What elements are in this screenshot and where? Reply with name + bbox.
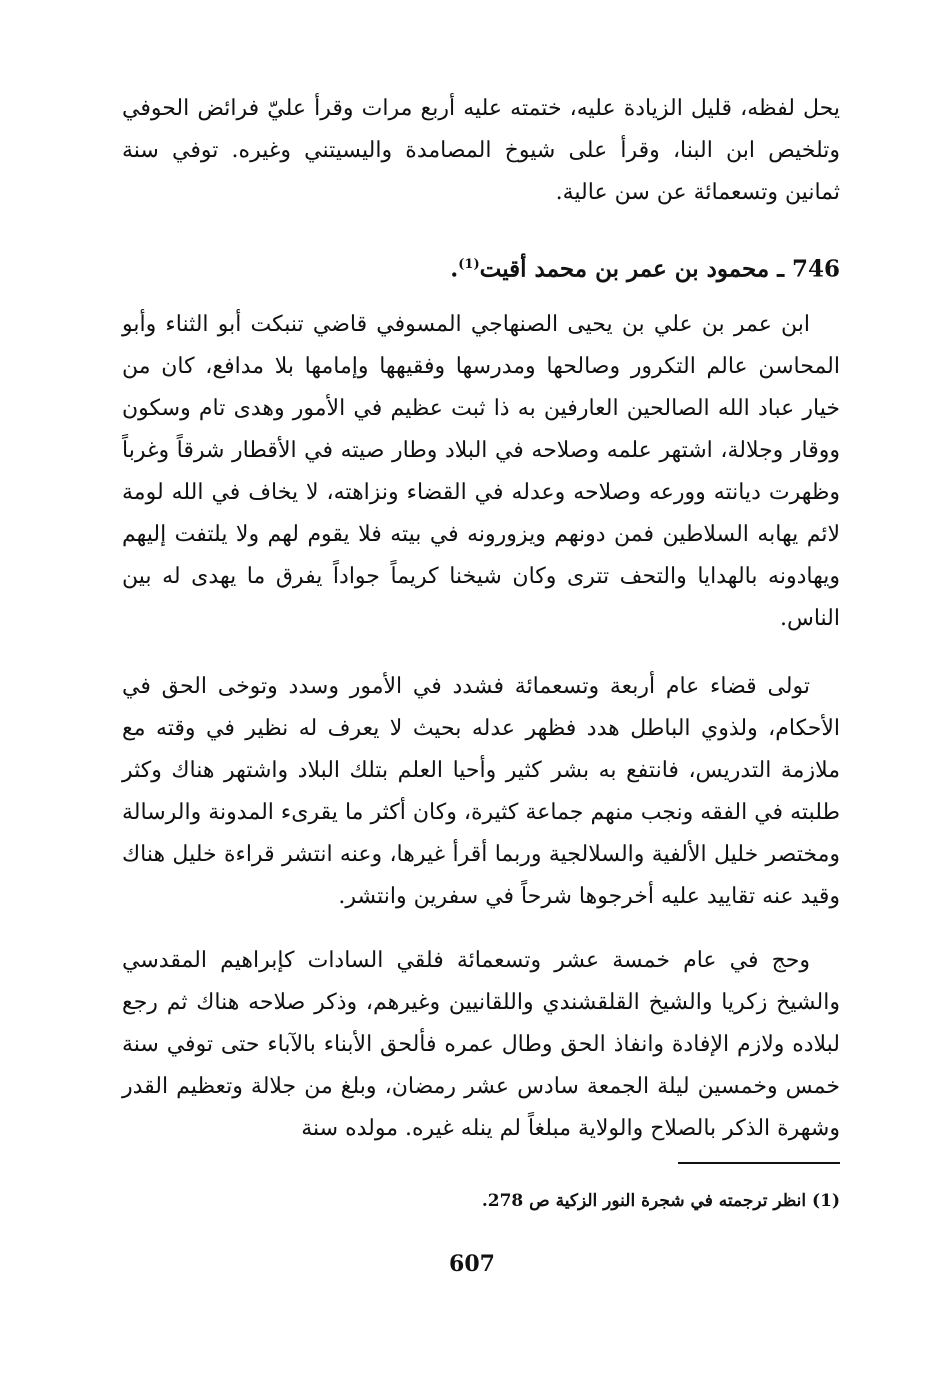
entry-heading-text: 746 ـ محمود بن عمر بن محمد أقيت (479, 255, 840, 283)
paragraph-biography: ابن عمر بن علي بن يحيى الصنهاجي المسوفي قاضي تنبكت أبو الثناء وأبو المحاسن عالم التكرور وصالحها ومدرسها وفقيهها وإمامها بلا مدافع، كان من خيار عباد الله الصالحين العارفين به ذا ثبت عظيم في الأمور وهدى تام وسكون ووقار وجلالة، اشتهر علمه وصلاحه في البلاد وطار صيته في الأقطار شرقاً وغرباً وظهرت ديانته وورعه وصلاحه وعدله في القضاء ونزاهته، لا يخاف في الله لومة لائم يهابه السلاطين فمن دونهم ويزورونه في بيته فلا يقوم لهم ولا يلتفت إليهم ويهادونه بالهدايا والتحف تترى وكان شيخنا كريماً جواداً يفرق ما يهدى له بين الناس. (122, 312, 840, 631)
paragraph-pilgrimage: وحج في عام خمسة عشر وتسعمائة فلقي السادات كإبراهيم المقدسي والشيخ زكريا والشيخ القلقشندي واللقانيين وغيرهم، وذكر صلاحه هناك ثم رجع لبلاده ولازم الإفادة وانفاذ الحق وطال عمره فألحق الأبناء بالآباء حتى توفي سنة خمس وخمسين ليلة الجمعة سادس عشر رمضان، وبلغ من جلالة وتعظيم القدر وشهرة الذكر بالصلاح والولاية مبلغاً لم ينله غيره. مولده سنة (122, 948, 840, 1141)
paragraph-judgeship: تولى قضاء عام أربعة وتسعمائة فشدد في الأمور وسدد وتوخى الحق في الأحكام، ولذوي الباطل هدد فظهر عدله بحيث لا يعرف له نظير في وقته مع ملازمة التدريس، فانتفع به بشر كثير وأحيا العلم بتلك البلاد واشتهر هناك وكثر طلبته في الفقه ونجب منهم جماعة كثيرة، وكان أكثر ما يقرىء المدونة والرسالة ومختصر خليل الألفية والسلالجية وربما أقرأ غيرها، وعنه انتشر قراءة خليل هناك وقيد عنه تقاييد عليه أخرجوها شرحاً في سفرين وانتشر. (122, 674, 840, 909)
footnote-divider (678, 1162, 840, 1164)
entry-heading (122, 244, 840, 291)
footnote-text: (1) انظر ترجمته في شجرة النور الزكية ص 278. (481, 1191, 840, 1211)
paragraph-continued: يحل لفظه، قليل الزيادة عليه، ختمته عليه أربع مرات وقرأ عليّ فرائض الحوفي وتلخيص ابن البنا، وقرأ على شيوخ المصامدة واليسيتني وغيره. توفي سنة ثمانين وتسعمائة عن سن عالية. (122, 96, 840, 205)
entry-heading-period: . (450, 255, 459, 283)
footnote-marker: (1) (458, 257, 480, 272)
page-number: 607 (449, 1251, 495, 1277)
